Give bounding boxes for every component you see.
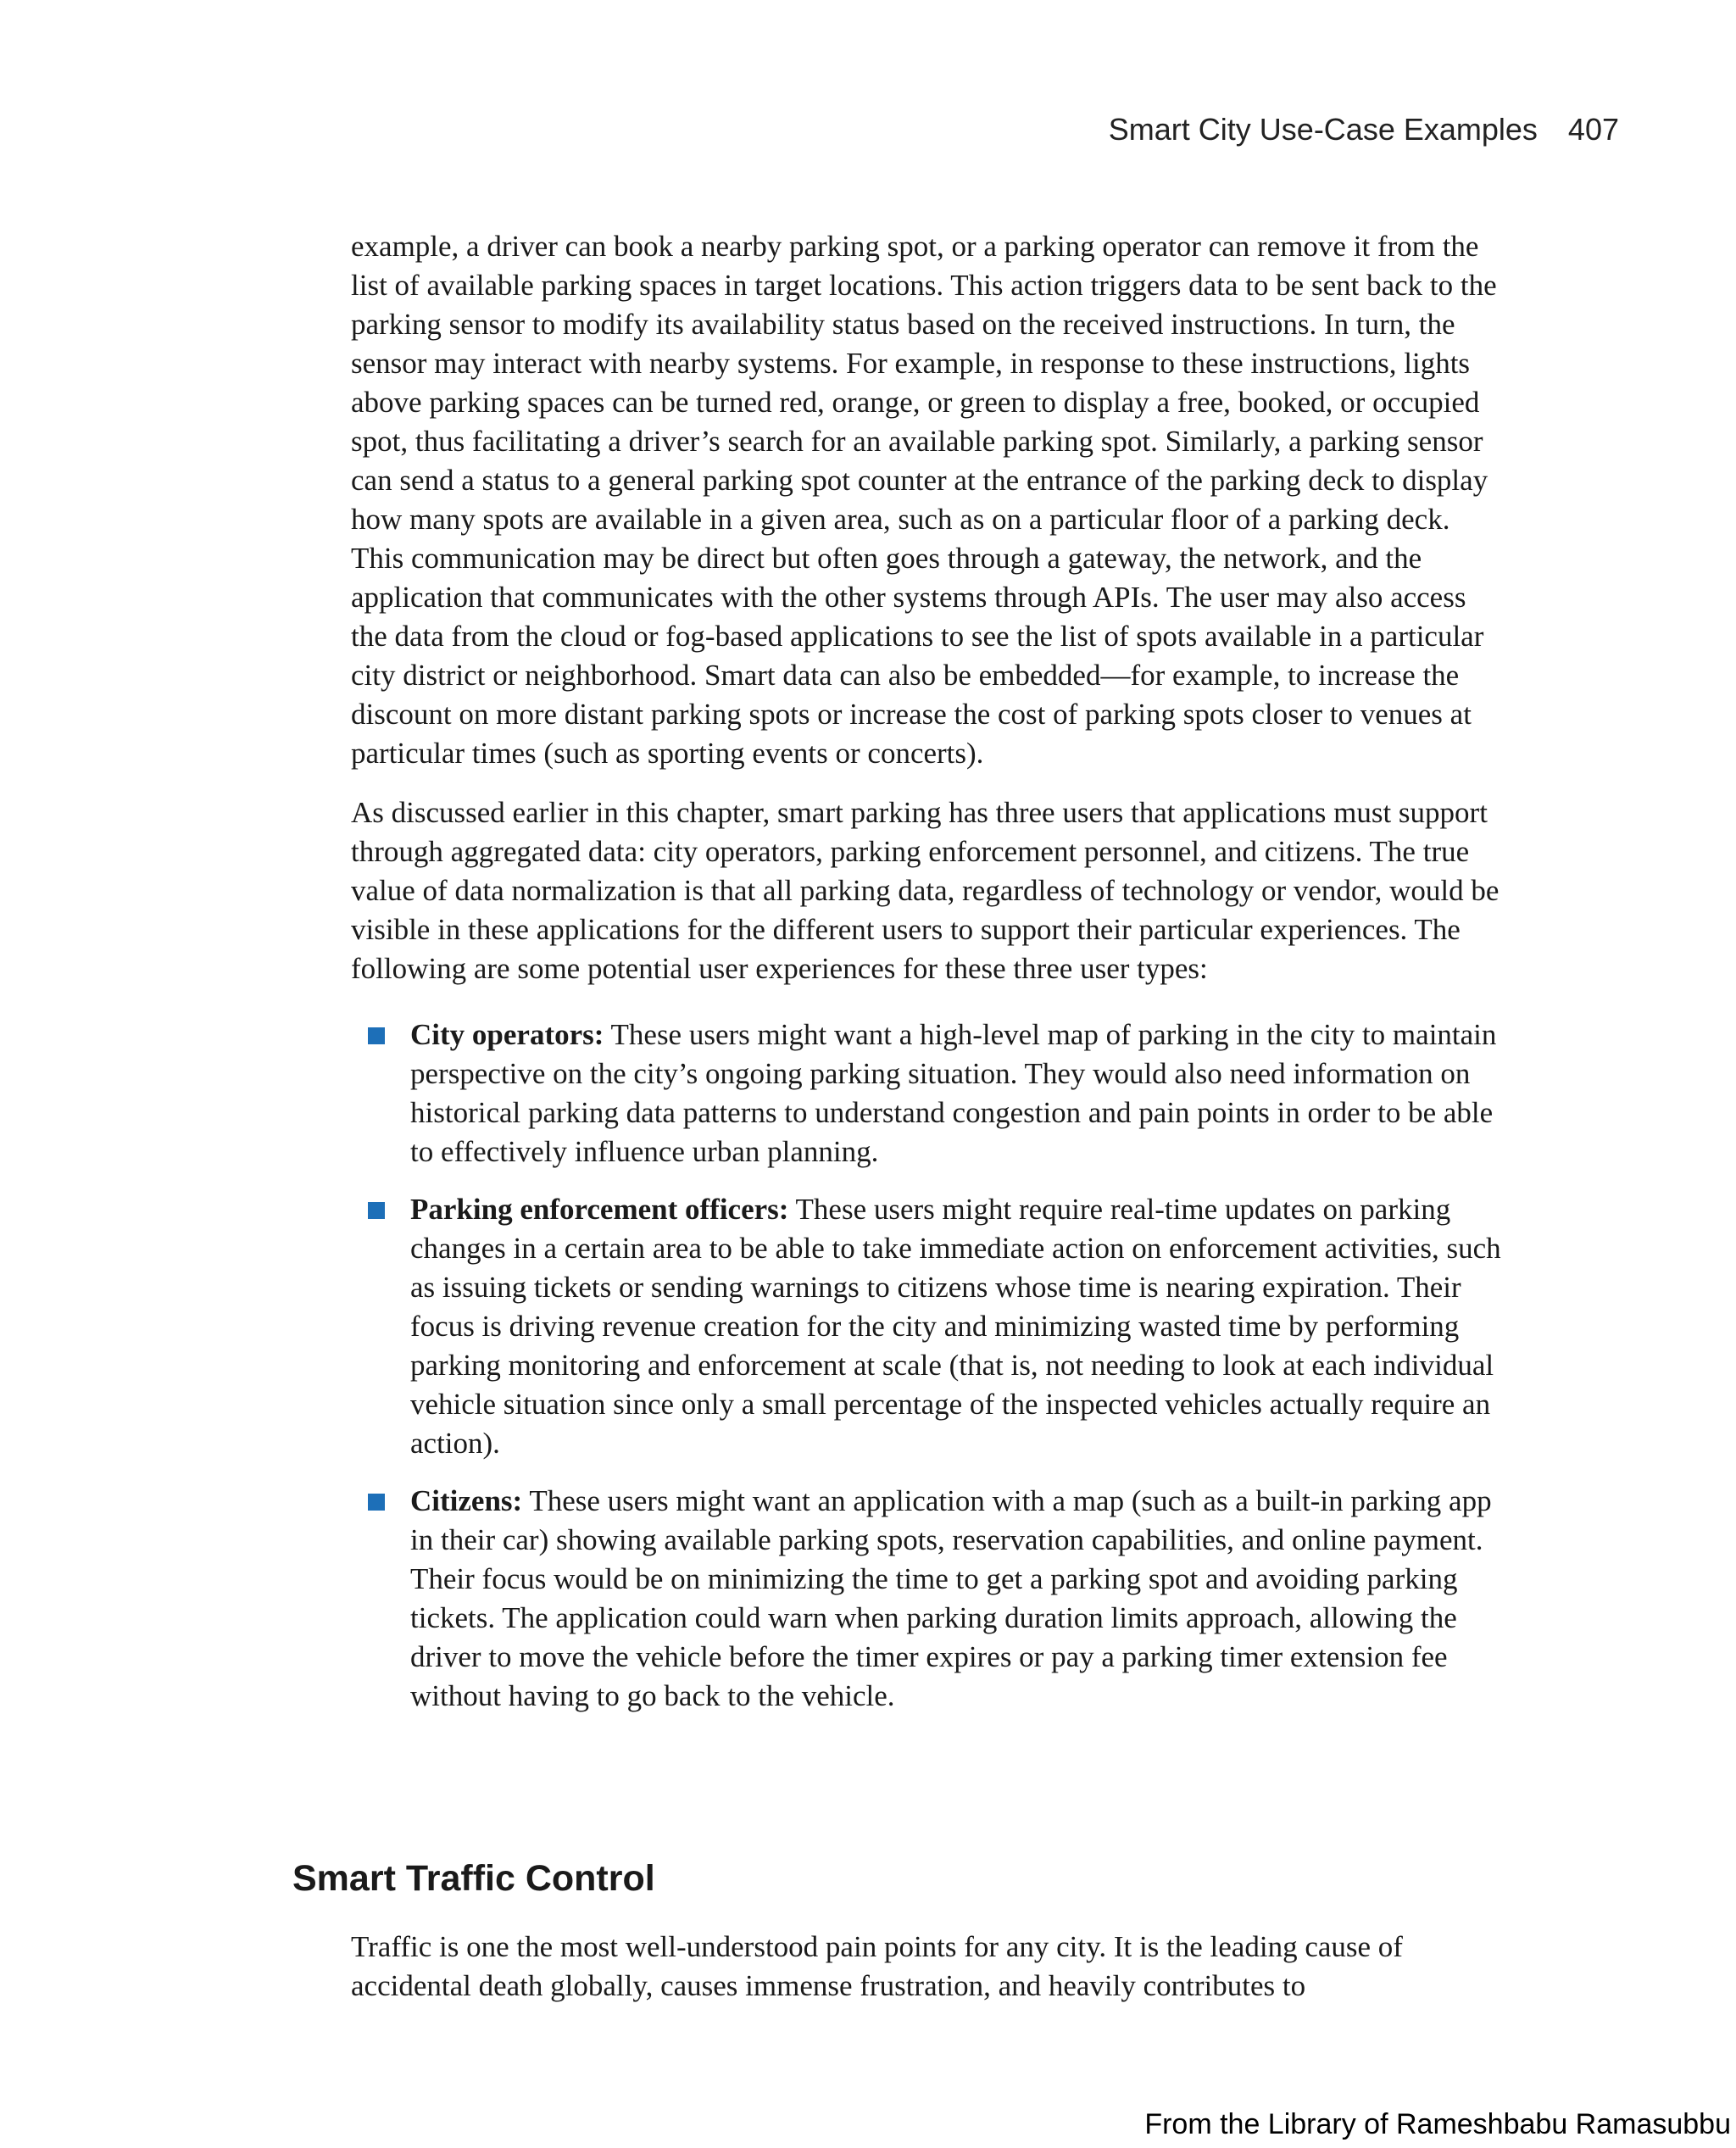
paragraph: As discussed earlier in this chapter, smart parking has three users that applications must support through aggregated data: city operators, parking enforcement personnel, and citizens. The true value of data normalization is that all parking data, regardless of technology or vendor, would be visible in these applications for the different users to support their particular experiences. The following are some potential user experiences for these three user types: (351, 796, 1500, 985)
list-item-text: These users might require real-time updates on parking changes in a certain area to be able to take immediate action on enforcement activities, such as issuing tickets or sending warnings to citizens whose time is nearing expiration. Their focus is driving revenue creation for the city and minimizing wasted time by performing parking monitoring and enforcement at scale (that is, not needing to look at each individual vehicle situation since only a small percentage of the inspected vehicles actually require an action). (410, 1193, 1501, 1460)
list-item-term: Parking enforcement officers: (410, 1193, 789, 1226)
library-credit: From the Library of Rameshbabu Ramasubbu (1144, 2108, 1731, 2140)
list-item (410, 1190, 1504, 1463)
paragraph: example, a driver can book a nearby parking spot, or a parking operator can remove it from the list of available parking spaces in target locations. This action triggers data to be sent back to the parking sensor to modify its availability status based on the received instructions. In turn, the sensor may interact with nearby systems. For example, in response to these instructions, lights above parking spaces can be turned red, orange, or green to display a free, booked, or occupied spot, thus facilitating a driver’s search for an available parking spot. Similarly, a parking sensor can send a status to a general parking spot counter at the entrance of the parking deck to display how many spots are available in a given area, such as on a particular floor of a parking deck. This communication may be direct but often goes through a gateway, the network, and the application that communicates with the other systems through APIs. The user may also access the data from the cloud or fog-based applications to see the list of spots available in a particular city district or neighborhood. Smart data can also be embedded—for example, to increase the discount on more distant parking spots or increase the cost of parking spots closer to venues at particular times (such as sporting events or concerts). (351, 230, 1497, 770)
bullet-square-icon (368, 1202, 385, 1219)
body-text (351, 227, 1504, 1734)
section-paragraph: Traffic is one the most well-understood pain points for any city. It is the leading cause of accidental death globally, causes immense frustration, and heavily contributes to (351, 1930, 1403, 2002)
bullet-square-icon (368, 1494, 385, 1511)
running-title: Smart City Use-Case Examples (1108, 112, 1538, 147)
list-item (410, 1482, 1504, 1716)
user-types-list (351, 1016, 1504, 1716)
running-head (1109, 112, 1619, 147)
bullet-square-icon (368, 1027, 385, 1044)
list-item-term: City operators: (410, 1018, 604, 1051)
list-item-text: These users might want a high-level map of parking in the city to maintain perspective on the city’s ongoing parking situation. They would also need information on historical parking data patterns to understand congestion and pain points in order to be able to effectively influence urban planning. (410, 1018, 1497, 1168)
list-item-text: These users might want an application with a map (such as a built-in parking app in their car) showing available parking spots, reservation capabilities, and online payment. Their focus would be on minimizing the time to get a parking spot and avoiding parking tickets. The application could warn when parking duration limits approach, allowing the driver to move the vehicle before the timer expires or pay a parking timer extension fee without having to go back to the vehicle. (410, 1484, 1492, 1712)
list-item-term: Citizens: (410, 1484, 523, 1517)
page-number: 407 (1567, 112, 1619, 147)
list-item (410, 1016, 1504, 1171)
section-heading: Smart Traffic Control (292, 1858, 655, 1899)
